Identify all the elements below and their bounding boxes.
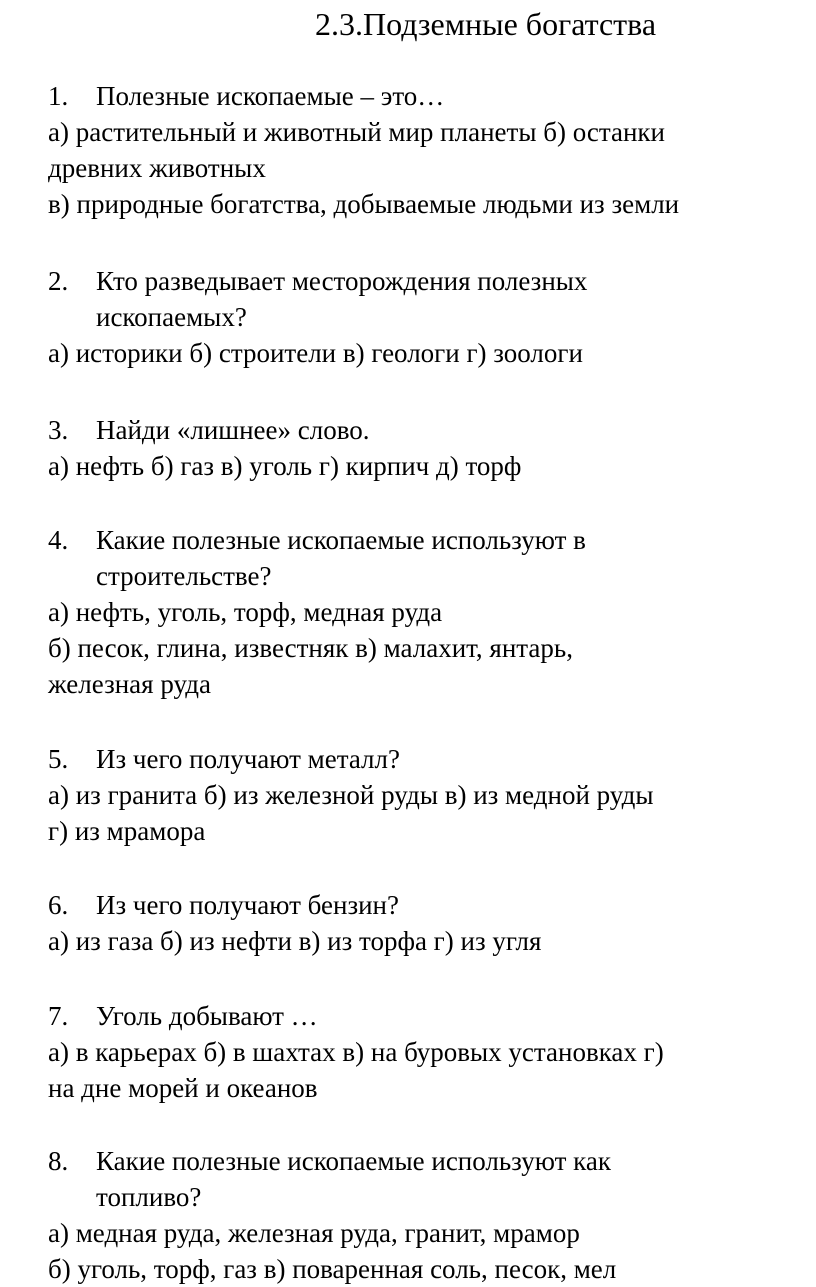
question-1 [48,78,816,222]
question-6 [48,887,816,959]
question-8-line-cont [48,1179,816,1215]
question-2-line [48,263,816,299]
question-8-number: 8. [48,1146,69,1176]
question-6-text: Из чего получают бензин? [96,890,399,920]
question-3-text: Найди «лишнее» слово. [96,415,370,445]
question-1-number: 1. [48,81,69,111]
question-2-text: Кто разведывает месторождения полезных [96,266,588,296]
question-7 [48,998,816,1106]
question-1-answer-line-1: а) растительный и животный мир планеты б) останки [48,117,665,147]
question-8-text: Какие полезные ископаемые используют как [96,1146,611,1176]
question-1-answer-line-3: в) природные богатства, добываемые людьми из земли [48,189,680,219]
question-7-answer-line-1: а) в карьерах б) в шахтах в) на буровых установках г) [48,1037,664,1067]
question-5-text: Из чего получают металл? [96,744,400,774]
question-4-answer-line-3: железная руда [48,669,212,699]
question-4-answer-line-1: а) нефть, уголь, торф, медная руда [48,597,443,627]
question-5-answer-line-1: а) из гранита б) из железной руды в) из медной руды [48,780,654,810]
question-2-answer-line-1: а) историки б) строители в) геологи г) зоологи [48,338,583,368]
question-4-line [48,522,816,558]
question-7-number: 7. [48,1001,69,1031]
question-4-text-cont: строительстве? [96,561,272,591]
question-3-answer-line-1: а) нефть б) газ в) уголь г) кирпич д) торф [48,451,522,481]
question-8-answer-line-2: б) уголь, торф, газ в) поваренная соль, песок, мел [48,1254,617,1284]
question-6-answer-line-1: а) из газа б) из нефти в) из торфа г) из угля [48,926,542,956]
question-8-answer-line-1: а) медная руда, железная руда, гранит, мрамор [48,1218,580,1248]
question-4-answer-line-2: б) песок, глина, известняк в) малахит, янтарь, [48,633,573,663]
question-7-text: Уголь добывают … [96,1001,318,1031]
question-5-answer-line-2: г) из мрамора [48,816,206,846]
question-4-line-cont [48,558,816,594]
question-6-line [48,887,816,923]
question-5-number: 5. [48,744,69,774]
question-1-text: Полезные ископаемые – это… [96,81,445,111]
question-4-number: 4. [48,525,69,555]
question-1-answer-line-2: древних животных [48,153,266,183]
question-3 [48,412,816,484]
question-8-line [48,1143,816,1179]
question-7-answer-line-2: на дне морей и океанов [48,1073,318,1103]
question-3-number: 3. [48,415,69,445]
question-2-number: 2. [48,266,69,296]
question-6-number: 6. [48,890,69,920]
question-4-text: Какие полезные ископаемые используют в [96,525,586,555]
question-4 [48,522,816,702]
page-title: 2.3.Подземные богатства [315,6,657,42]
question-2-line-cont [48,299,816,335]
question-7-line [48,998,816,1034]
question-3-line [48,412,816,448]
question-8 [48,1143,816,1287]
question-1-line [48,78,816,114]
question-5-line [48,741,816,777]
question-2-text-cont: ископаемых? [96,302,247,332]
question-2 [48,263,816,371]
question-8-text-cont: топливо? [96,1182,202,1212]
question-5 [48,741,816,849]
